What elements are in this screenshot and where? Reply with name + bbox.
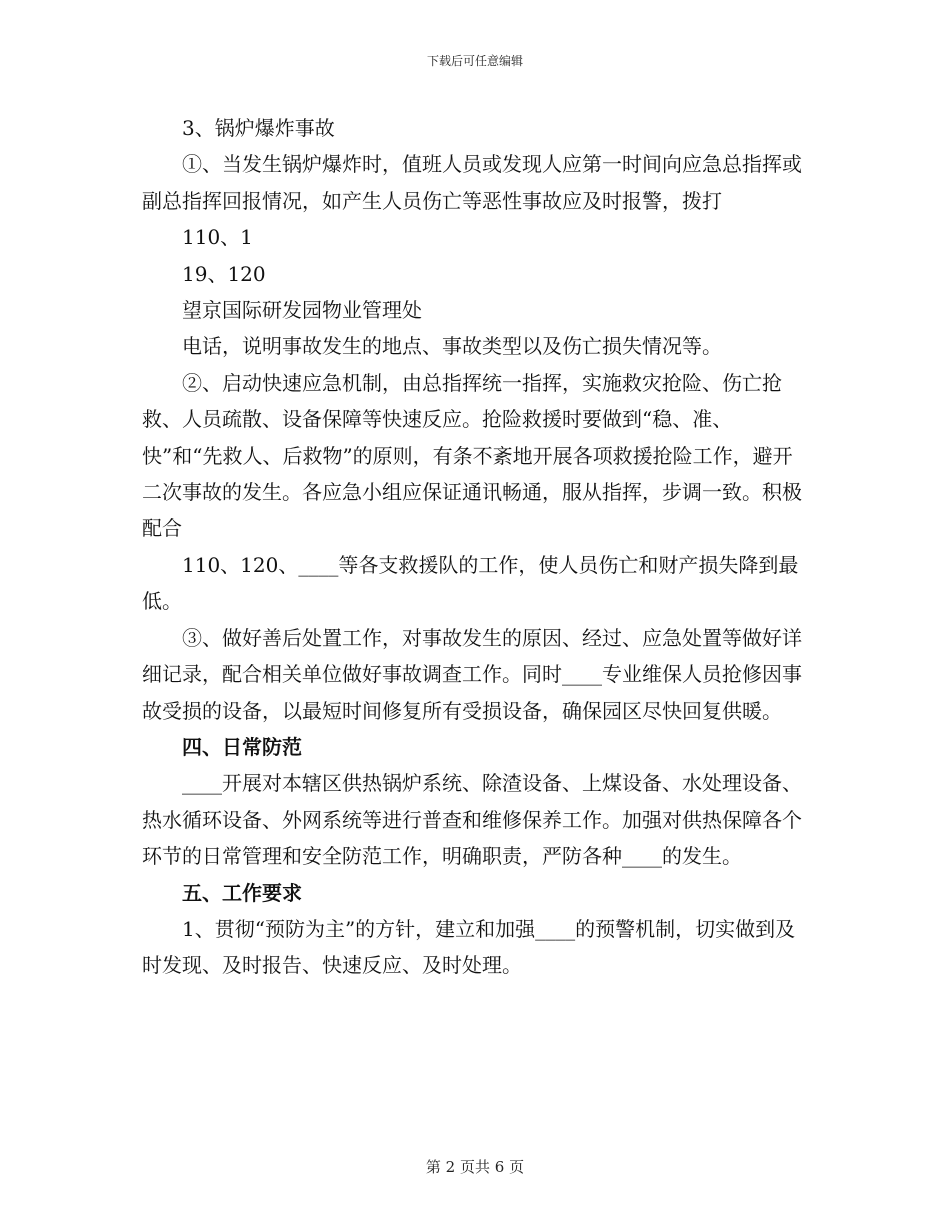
paragraph: 19、120 <box>182 261 266 286</box>
paragraph: 3、锅炉爆炸事故 <box>182 116 335 140</box>
section-heading: 四、日常防范 <box>182 734 302 759</box>
paragraph: 望京国际研发园物业管理处 <box>182 298 422 323</box>
page-footer: 第 2 页共 6 页 <box>425 1158 525 1176</box>
paragraph: ①、当发生锅炉爆炸时，值班人员或发现人应第一时间向应急总指挥或副总指挥回报情况，如产生人员伤亡等恶性事故应及时报警，拨打 <box>142 152 802 213</box>
document-body <box>142 110 807 984</box>
page-header: 下载后可任意编辑 <box>426 54 523 68</box>
paragraph: 110、1 <box>182 225 253 250</box>
paragraph: ____开展对本辖区供热锅炉系统、除渣设备、上煤设备、水处理设备、热水循环设备、外网系统等进行普查和维修保养工作。加强对供热保障各个环节的日常管理和安全防范工作，明确职责，严防各种____的发生。 <box>142 771 802 869</box>
paragraph: ②、启动快速应急机制，由总指挥统一指挥，实施救灾抢险、伤亡抢救、人员疏散、设备保障等快速反应。抢险救援时要做到“稳、准、快”和“先救人、后救物”的原则，有条不紊地开展各项救援抢险工作，避开二次事故的发生。各应急小组应保证通讯畅通，服从指挥，步调一致。积极配合 <box>142 370 802 541</box>
paragraph: 110、120、____等各支救援队的工作，使人员伤亡和财产损失降到最低。 <box>142 552 799 614</box>
section-heading: 五、工作要求 <box>182 880 302 905</box>
paragraph: 1、贯彻“预防为主”的方针，建立和加强____的预警机制，切实做到及时发现、及时报告、快速反应、及时处理。 <box>142 916 796 978</box>
paragraph: ③、做好善后处置工作，对事故发生的原因、经过、应急处置等做好详细记录，配合相关单位做好事故调查工作。同时____专业维保人员抢修因事故受损的设备，以最短时间修复所有受损设备，确保园区尽快回复供暖。 <box>142 625 802 723</box>
paragraph: 电话，说明事故发生的地点、事故类型以及伤亡损失情况等。 <box>182 334 722 359</box>
